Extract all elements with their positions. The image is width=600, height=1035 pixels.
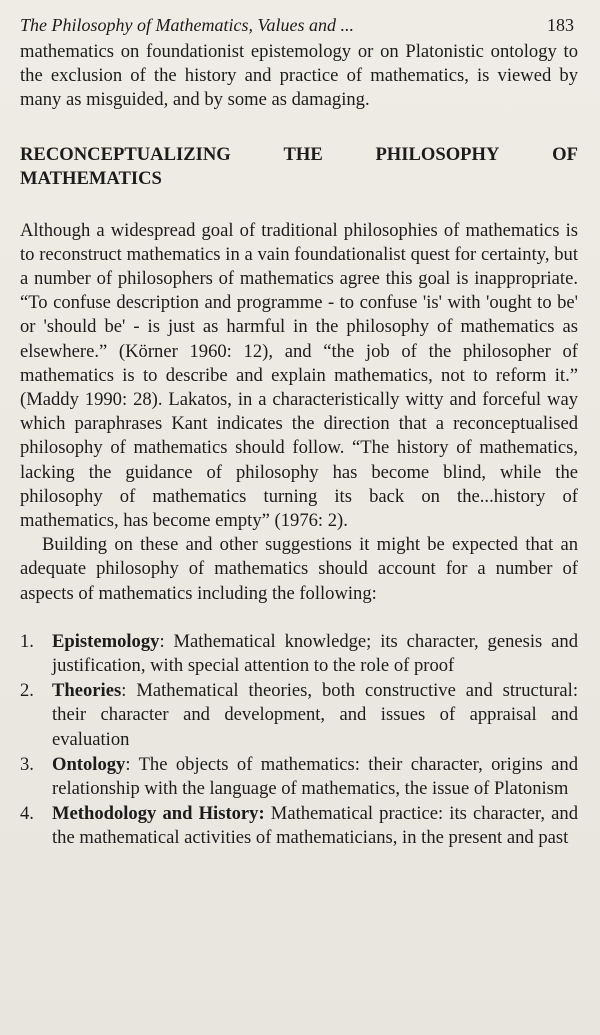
list-item-term: Methodology and History: (52, 803, 265, 825)
list-item-text: Mathematical theories, both constructive and structural: their character and development, and issues of appraisal and evaluation (52, 680, 578, 750)
heading-word: THE (283, 143, 323, 165)
section-heading-line-2: MATHEMATICS (20, 167, 162, 189)
list-item-term: Ontology (52, 753, 126, 775)
list-item-number: 1. (20, 630, 34, 652)
list-item-term: Epistemology (52, 630, 160, 652)
list-item-separator: : (159, 630, 165, 652)
page-number: 183 (547, 15, 574, 35)
list-item (20, 753, 578, 801)
list-item-number: 2. (20, 680, 34, 702)
list-item (20, 679, 578, 752)
aspects-list (20, 630, 578, 851)
list-item-text: Mathematical knowledge; its character, genesis and justification, with special attention to the role of proof (52, 630, 578, 677)
heading-word: PHILOSOPHY (375, 143, 500, 165)
list-item-separator: : (125, 753, 131, 775)
section-heading-line-1 (20, 143, 578, 167)
list-item-text: Mathematical practice: its character, and the mathematical activities of mathematicians, in the present and past (52, 803, 578, 849)
list-item-number: 4. (20, 803, 34, 825)
list-item-term: Theories (52, 680, 122, 702)
body-paragraph-1: Although a widespread goal of traditional philosophies of mathematics is to reconstruct mathematics in a vain foundationalist quest for certainty, but a number of philosophers of mathematics agree this goal is inappropriate. “To confuse description and programme - to confuse 'is' with 'ought to be' or 'should be' - is just as harmful in the philosophy of mathematics as elsewhere.” (Körner 1960: 12), and “the job of the philosopher of mathematics is to describe and explain mathematics, not to reform it.” (Maddy 1990: 28). Lakatos, in a characteristically witty and forceful way which paraphrases Kant indicates the direction that a reconceptualised philosophy of mathematics should follow. “The history of mathematics, lacking the guidance of philosophy has become blind, while the philosophy of mathematics turning its back on the...history of mathematics, has become empty” (1976: 2). (20, 219, 578, 532)
body-paragraph-2: Building on these and other suggestions it might be expected that an adequate philosophy of mathematics should account for a number of aspects of mathematics including the following: (20, 534, 578, 604)
list-item-text: The objects of mathematics: their character, origins and relationship with the language of mathematics, the issue of Platonism (52, 753, 578, 800)
list-item-number: 3. (20, 753, 34, 775)
list-item (20, 802, 578, 850)
running-title: The Philosophy of Mathematics, Values and ... (20, 15, 354, 35)
heading-word: RECONCEPTUALIZING (20, 143, 231, 165)
list-item-separator: : (121, 680, 127, 702)
list-spacer (20, 606, 578, 630)
intro-paragraph: mathematics on foundationist epistemology or on Platonistic ontology to the exclusion of the history and practice of mathematics, is viewed by many as misguided, and by some as damaging. (20, 41, 578, 111)
section-heading (20, 143, 578, 191)
running-header (20, 14, 578, 40)
list-item (20, 630, 578, 678)
heading-word: OF (552, 143, 578, 165)
